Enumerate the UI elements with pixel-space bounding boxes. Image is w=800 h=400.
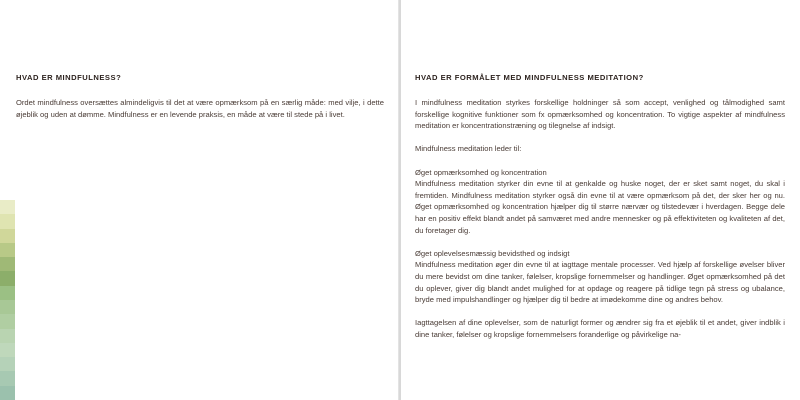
left-paragraph: Ordet mindfulness oversættes almindeligvis til det at være opmærksom på en særlig måde: med vilje, i dette øjeblik og uden at dømme. Mindfulness er en levende praksis, en måde at være til stede på i livet. [16,98,384,119]
color-swatch [0,314,15,328]
section-text: Mindfulness meditation øger din evne til at iagttage mentale processer. Ved hjælp af forskellige øvelser bliver du mere bevidst om dine tanker, følelser, kropslige fornemmelser og handlinger. Øget opmærksomhed på det du oplever, giver dig blandt andet mulighed for at opdage og reagere på tidlige tegn på stress og ubalance, bryde med impulshandlinger og hjælper dig til bedre at imødekomme dine og andres behov. [415,260,785,305]
color-swatch-strip [0,200,15,400]
left-page [0,0,399,400]
section-insight [415,248,785,306]
color-swatch [0,243,15,257]
section-attention [415,167,785,237]
color-swatch [0,343,15,357]
section-title: Øget opmærksomhed og koncentration [415,167,547,177]
color-swatch [0,271,15,285]
right-page [401,0,800,400]
left-heading: HVAD ER MINDFULNESS? [16,73,122,82]
intro-paragraph: I mindfulness meditation styrkes forskellige holdninger så som accept, venlighed og tålmodighed samt forskellige kognitive funktioner som fx opmærksomhed og koncentration. To vigtige aspekter af mindfulness meditation er koncentrationstræning og tilegnelse af indsigt. [415,98,785,131]
color-swatch [0,200,15,214]
lead-paragraph: Mindfulness meditation leder til: [415,144,522,154]
closing-paragraph: Iagttagelsen af dine oplevelser, som de naturligt former og ændrer sig fra et øjeblik til et andet, giver indblik i dine tanker, følelser og kropslige fornemmelsers foranderlige og påvirkelige na- [415,318,785,339]
color-swatch [0,229,15,243]
color-swatch [0,386,15,400]
color-swatch [0,300,15,314]
section-text: Mindfulness meditation styrker din evne til at genkalde og huske noget, der er sket samt noget, du skal i fremtiden. Mindfulness meditation styrker også din evne til at være opmærksom på det, der sker her og nu. Øget opmærksomhed og koncentration hjælper dig til større nærvær og tilstedevær i hverdagen. Begge dele har en positiv effekt blandt andet på samværet med andre mennesker og på effektiviteten og kvaliteten af det, du foretager dig. [415,179,785,235]
color-swatch [0,286,15,300]
section-title: Øget oplevelsesmæssig bevidsthed og indsigt [415,248,570,258]
color-swatch [0,257,15,271]
color-swatch [0,214,15,228]
right-body [415,97,785,352]
color-swatch [0,371,15,385]
color-swatch [0,357,15,371]
color-swatch [0,329,15,343]
right-heading: HVAD ER FORMÅLET MED MINDFULNESS MEDITATION? [415,73,644,82]
left-body [16,97,384,132]
